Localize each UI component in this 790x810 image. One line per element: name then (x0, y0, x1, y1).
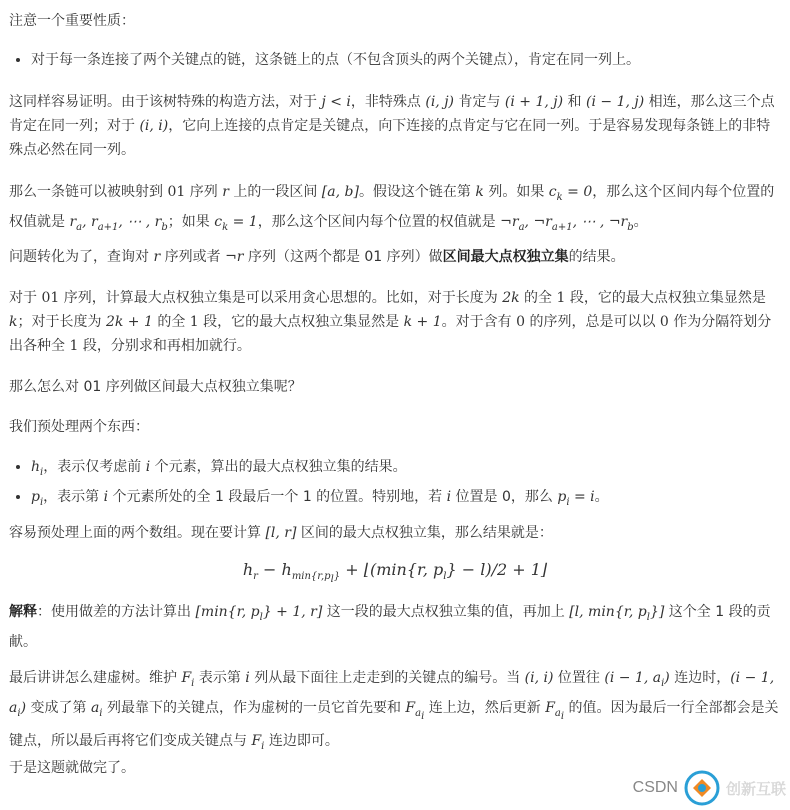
math-pi: $p_i$ (31, 488, 44, 508)
preprocess-line: 我们预处理两个东西： (9, 419, 149, 435)
math-ck-0: $c_k = 0$ (548, 184, 593, 203)
math-Fi-2: $F_i$ (251, 732, 265, 752)
csdn-label: CSDN (632, 779, 678, 796)
math-hi: $h_i$ (31, 459, 44, 478)
result-formula: $h_r - h_{min\{r,p_l\}}$ + ⌊(min{r, $p_l\} - l)/2$ + 1⌋ (242, 560, 548, 586)
math-edge-1: (i − 1, $a_i$) (604, 670, 670, 689)
problem-transform-paragraph: 问题转化为了，查询对 r 序列或者 ¬r 序列（这两个都是 01 序列）做区间最大点权独立集的结果。 (9, 249, 625, 265)
bold-term: 区间最大点权独立集 (442, 249, 569, 265)
result-intro-paragraph: 容易预处理上面的两个数组。现在要计算 [l, r] 区间的最大点权独立集，那么结果就是： (9, 525, 553, 541)
virtual-tree-paragraph: 最后讲讲怎么建虚树。维护 $F_i$ 表示第 i 列从最下面往上走走到的关键点的编号。当 (i, i) 位置往 (i − 1, $a_i$) 连边时，(i − 1, $a_i$) 变成了第 $a_i$ 列最靠下的关键点，作为虚树的一员它首先要和 $F_{a_i}$ 连上边，然后更新 $F_{a_i}$ 的值。因为最后一行全部都会是关键点，所以最后再将它们变成关键点与 $F_i$ 连边即可。 (9, 670, 779, 752)
watermark (633, 770, 786, 806)
math-Fi: $F_i$ (181, 670, 195, 689)
property-item: • 对于每一条连接了两个关键点的链，这条链上的点（不包含顶头的两个关键点），肯定在同一列上。 (31, 48, 640, 72)
math-pi-eq-i: $p_i = i$ (557, 488, 595, 508)
preprocess-list (9, 455, 609, 515)
intro-line: 注意一个重要性质： (9, 13, 135, 29)
greedy-paragraph: 对于 01 序列，计算最大点权独立集是可以采用贪心思想的。比如，对于长度为 2k 的全 1 段，它的最大点权独立集显然是 k；对于长度为 2k + 1 的全 1 段，它的最大点权独立集显然是 k + 1。对于含有 0 的序列，总是可以以 0 作为分隔符划分出各种全 1 段，分别求和再相加就行。 (9, 290, 772, 354)
mapping-paragraph: 那么一条链可以被映射到 01 序列 r 上的一段区间 [a, b]。假设这个链在第 k 列。如果 $c_k = 0$，那么这个区间内每个位置的权值就是 $r_a$, $r_{a+1}$, ⋯ , $r_b$；如果 $c_k = 1$，那么这个区间内每个位置的权值就是 $\neg r_a$, $\neg r_{a+1}$, ⋯ , $\neg r_b$。 (9, 184, 775, 233)
closing-line: 于是这题就做完了。 (9, 760, 135, 776)
brand-logo-icon (684, 770, 720, 806)
property-list (9, 48, 640, 72)
math-range-1: [min{r, $p_l\} + 1$, r] (195, 604, 323, 623)
list-item-h: • $h_i$，表示仅考虑前 i 个元素，算出的最大点权独立集的结果。 (31, 455, 609, 485)
math-not-r-sequence: $\neg r_a$, $\neg r_{a+1}$, ⋯ , $\neg r_b$ (500, 213, 634, 233)
question-line: 那么怎么对 01 序列做区间最大点权独立集呢？ (9, 379, 302, 395)
math-F-ai-2: $F_{a_i}$ (545, 699, 565, 722)
proof-paragraph: 这同样容易证明。由于该树特殊的构造方法，对于 j < i，非特殊点 (i, j) 肯定与 (i + 1, j) 和 (i − 1, j) 相连，那么这三个点肯定在同一列；对于 (i, i)，它向上连接的点肯定是关键点，向下连接的点肯定与它在同一列。于是容易发现每条链上的非特殊点必然在同一列。 (9, 94, 775, 158)
list-item-p: • $p_i$，表示第 i 个元素所处的全 1 段最后一个 1 的位置。特别地，若 i 位置是 0，那么 $p_i = i$。 (31, 485, 609, 515)
math-range-2: [l, min{r, $p_l$}] (569, 604, 665, 623)
math-ck-1: $c_k = 1$ (214, 213, 258, 233)
math-ai: $a_i$ (90, 699, 103, 719)
math-r-sequence: $r_a$, $r_{a+1}$, ⋯ , $r_b$ (69, 213, 168, 233)
explanation-paragraph: 解释：使用做差的方法计算出 [min{r, $p_l\} + 1$, r] 这一段的最大点权独立集的值，再加上 [l, min{r, $p_l$}] 这个全 1 段的贡献。 (9, 604, 771, 650)
math-F-ai-1: $F_{a_i}$ (405, 699, 425, 722)
math-edge-2: (i − 1, $a_i$) (9, 670, 775, 719)
brand-label: 创新互联 (725, 779, 786, 798)
